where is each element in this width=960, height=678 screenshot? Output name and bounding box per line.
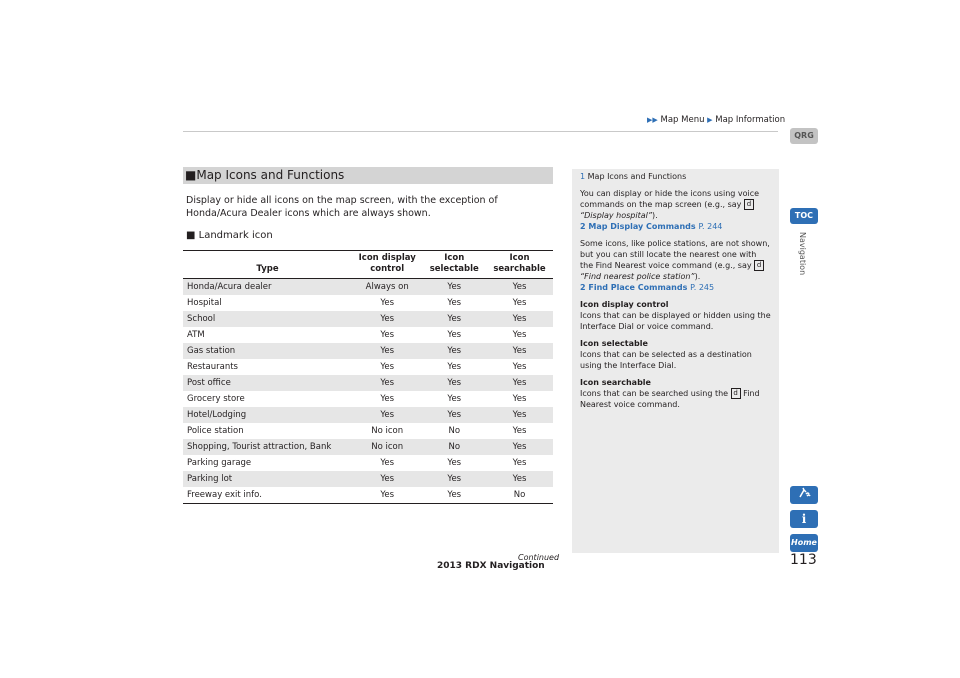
table-cell: Yes — [352, 407, 422, 423]
table-row — [183, 279, 553, 296]
landmark-icon-table — [183, 250, 553, 504]
landmark-type-cell: Post office — [183, 375, 352, 391]
table-header-row — [183, 251, 553, 279]
info-icon[interactable]: i — [790, 510, 818, 528]
table-cell: Yes — [486, 471, 553, 487]
table-cell: Always on — [352, 279, 422, 296]
table-cell: Yes — [486, 375, 553, 391]
table-cell: No icon — [352, 439, 422, 455]
voice-command-icon: d — [754, 260, 764, 271]
landmark-type-cell: Honda/Acura dealer — [183, 279, 352, 296]
landmark-type-cell: School — [183, 311, 352, 327]
table-cell: Yes — [352, 487, 422, 504]
table-cell: Yes — [422, 279, 486, 296]
table-cell: No — [486, 487, 553, 504]
landmark-type-cell: Parking lot — [183, 471, 352, 487]
table-cell: No icon — [371, 426, 404, 436]
table-cell: Yes — [422, 375, 486, 391]
table-cell: Yes — [352, 343, 422, 359]
landmark-type-cell: Shopping, Tourist attraction, Bank — [183, 439, 352, 455]
column-header: Icon selectable — [422, 251, 486, 279]
home-button[interactable]: Home — [790, 534, 818, 552]
intro-text: Display or hide all icons on the map screen, with the exception of Honda/Acura Dealer icons which are always shown. — [186, 195, 498, 219]
side-note — [572, 169, 779, 553]
table-cell: Yes — [512, 458, 527, 468]
definition-display-control: Icon display control Icons that can be displayed or hidden using the Interface Dial or voice command. — [580, 300, 771, 331]
table-row — [183, 455, 553, 471]
table-cell: No — [448, 426, 461, 436]
note-number: 1 — [580, 172, 586, 181]
table-cell: Yes — [486, 343, 553, 359]
continued-label: Continued — [518, 553, 560, 562]
table-cell: No — [422, 439, 486, 455]
table-cell: Yes — [486, 311, 553, 327]
table-cell: Yes — [380, 330, 395, 340]
table-cell: Yes — [512, 330, 527, 340]
landmark-type-cell: Grocery store — [187, 394, 245, 404]
section-title: ■Map Icons and Functions — [183, 167, 553, 184]
table-cell: Yes — [512, 426, 527, 436]
table-cell: Yes — [422, 407, 486, 423]
table-cell: Yes — [447, 458, 462, 468]
header-rule — [183, 131, 778, 132]
toc-tab[interactable]: TOC — [790, 208, 818, 224]
definition-selectable: Icon selectable Icons that can be selected as a destination using the Interface Dial. — [580, 339, 752, 370]
manual-title: 2013 RDX Navigation — [437, 561, 545, 571]
table-cell: Yes — [380, 362, 395, 372]
table-cell: Yes — [447, 394, 462, 404]
table-row — [183, 407, 553, 423]
note-title: 1 Map Icons and Functions — [580, 172, 687, 181]
table-row — [183, 439, 553, 455]
breadcrumb — [647, 115, 785, 125]
table-row — [183, 391, 553, 407]
table-row — [183, 327, 553, 343]
landmark-type-cell: Freeway exit info. — [183, 487, 352, 504]
definition-searchable: Icon searchable Icons that can be searched using the d Find Nearest voice command. — [580, 378, 760, 409]
table-row — [183, 487, 553, 504]
table-cell: Yes — [447, 362, 462, 372]
voice-command-index-icon[interactable] — [790, 486, 818, 504]
table-cell: Yes — [352, 375, 422, 391]
landmark-type-cell: Restaurants — [187, 362, 238, 372]
table-cell: Yes — [422, 487, 486, 504]
table-row — [183, 343, 553, 359]
qrg-tab[interactable]: QRG — [790, 128, 818, 144]
table-cell: Yes — [486, 407, 553, 423]
table-cell: Yes — [447, 298, 462, 308]
table-cell: Yes — [486, 439, 553, 455]
table-cell: Yes — [447, 330, 462, 340]
table-row — [183, 423, 553, 439]
xref-find-place-commands[interactable]: 2 Find Place Commands P. 245 — [580, 283, 715, 292]
breadcrumb-item-map-information[interactable]: Map Information — [715, 115, 786, 125]
table-cell: Yes — [512, 394, 527, 404]
table-cell: Yes — [352, 471, 422, 487]
table-cell: Yes — [422, 311, 486, 327]
arrow-icon: ▶▶ — [647, 116, 658, 124]
table-cell: Yes — [380, 298, 395, 308]
voice-icon — [797, 486, 811, 500]
table-body — [183, 279, 553, 504]
note-paragraph: You can display or hide the icons using voice commands on the map screen (e.g., say d “Display hospital”). 2 Map Display Commands P. 244 — [580, 189, 760, 231]
table-row — [183, 311, 553, 327]
arrow-icon: ▶ — [707, 116, 713, 124]
table-cell: Yes — [380, 458, 395, 468]
note-paragraph: Some icons, like police stations, are not shown, but you can still locate the nearest one with the Find Nearest voice command (e.g., say d “Find nearest police station”). 2 Find Place Commands P. 245 — [580, 239, 770, 292]
landmark-type-cell: Gas station — [183, 343, 352, 359]
table-row — [183, 375, 553, 391]
table-cell: Yes — [352, 311, 422, 327]
table-row — [183, 359, 553, 375]
table-cell: Yes — [512, 298, 527, 308]
column-header: Icon searchable — [486, 251, 553, 279]
landmark-type-cell: Hospital — [187, 298, 222, 308]
voice-command-icon: d — [731, 388, 741, 399]
voice-command-icon: d — [744, 199, 754, 210]
table-cell: Yes — [422, 343, 486, 359]
xref-map-display-commands[interactable]: 2 Map Display Commands P. 244 — [580, 222, 723, 231]
landmark-type-cell: Hotel/Lodging — [183, 407, 352, 423]
table-cell: Yes — [422, 471, 486, 487]
landmark-type-cell: Parking garage — [187, 458, 252, 468]
subheading: ■ Landmark icon — [186, 230, 273, 241]
table-cell: Yes — [380, 394, 395, 404]
table-cell: Yes — [486, 279, 553, 296]
table-row — [183, 295, 553, 311]
landmark-type-cell: ATM — [187, 330, 205, 340]
table-cell: Yes — [512, 362, 527, 372]
breadcrumb-item-map-menu[interactable]: Map Menu — [660, 115, 705, 125]
section-label-navigation: Navigation — [798, 232, 807, 276]
column-header: Icon display control — [352, 251, 422, 279]
landmark-type-cell: Police station — [187, 426, 244, 436]
page-number: 113 — [790, 552, 817, 568]
column-header: Type — [183, 251, 352, 279]
table-row — [183, 471, 553, 487]
